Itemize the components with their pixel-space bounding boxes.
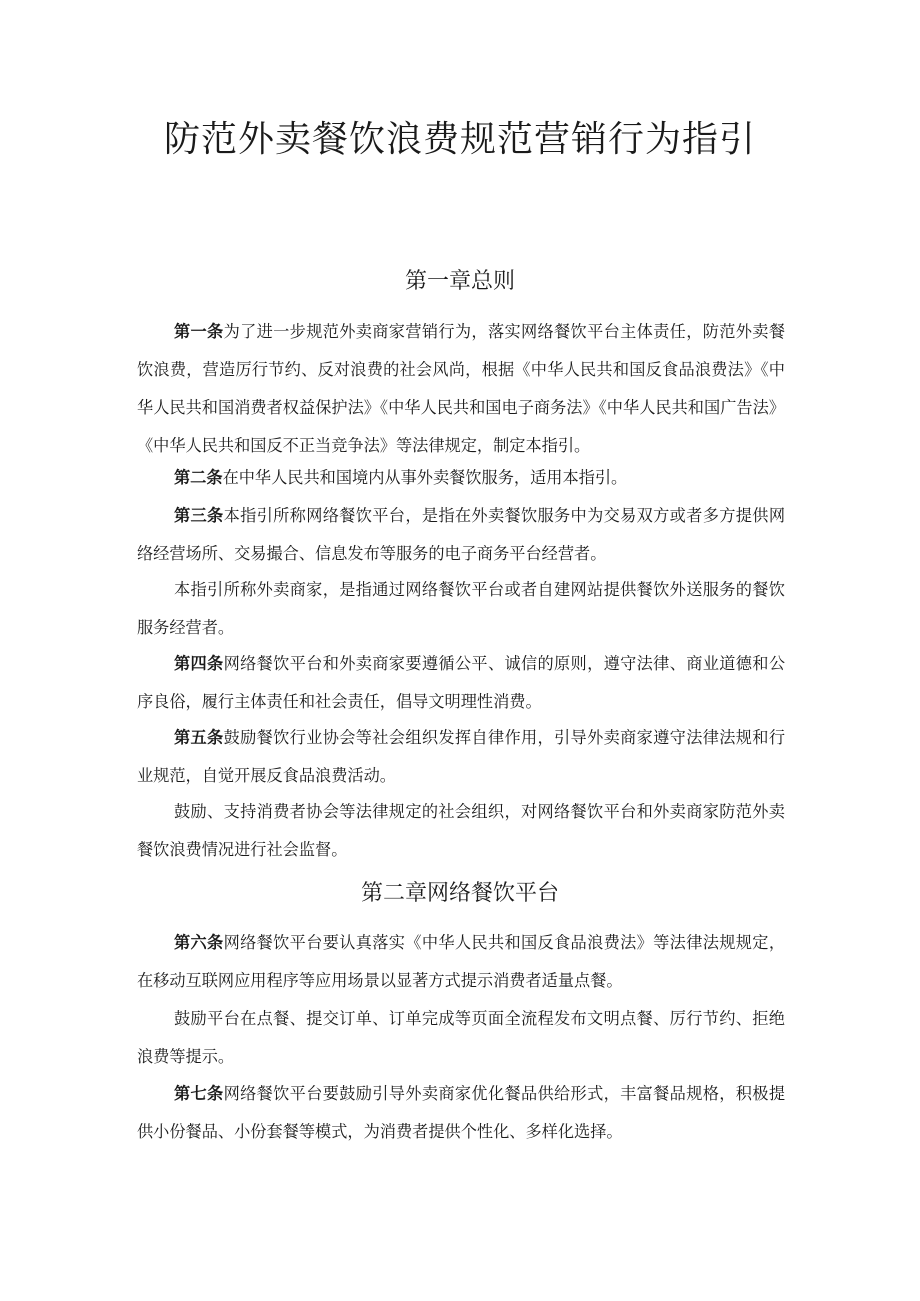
chapter-heading: 第二章网络餐饮平台 (360, 881, 559, 906)
document-title: 防范外卖餐饮浪费规范营销行为指引 (163, 119, 756, 160)
article-paragraph (137, 313, 785, 465)
article-paragraph (137, 497, 785, 573)
article-text: 网络餐饮平台和外卖商家要遵循公平、诚信的原则，遵守法律、商业道德和公序良俗，履行主体责任和社会责任，倡导文明理性消费。 (137, 654, 786, 711)
article-text: 鼓励、支持消费者协会等法律规定的社会组织，对网络餐饮平台和外卖商家防范外卖餐饮浪费情况进行社会监督。 (137, 802, 785, 859)
article-number: 第六条 (174, 933, 224, 952)
article-text: 鼓励平台在点餐、提交订单、订单完成等页面全流程发布文明点餐、厉行节约、拒绝浪费等提示。 (137, 1009, 785, 1066)
article-paragraph (137, 793, 785, 869)
article-text: 本指引所称网络餐饮平台，是指在外卖餐饮服务中为交易双方或者多方提供网络经营场所、交易撮合、信息发布等服务的电子商务平台经营者。 (137, 506, 786, 563)
article-text: 在中华人民共和国境内从事外卖餐饮服务，适用本指引。 (222, 468, 628, 487)
article-text: 网络餐饮平台要鼓励引导外卖商家优化餐品供给形式，丰富餐品规格，积极提供小份餐品、小份套餐等模式，为消费者提供个性化、多样化选择。 (137, 1084, 786, 1141)
article-number: 第七条 (174, 1084, 224, 1103)
article-paragraph (137, 719, 785, 795)
article-text: 鼓励餐饮行业协会等社会组织发挥自律作用，引导外卖商家遵守法律法规和行业规范，自觉开展反食品浪费活动。 (137, 728, 786, 785)
article-number: 第四条 (174, 654, 224, 673)
article-number: 第五条 (174, 728, 224, 747)
article-paragraph (137, 1000, 785, 1076)
article-text: 本指引所称外卖商家，是指通过网络餐饮平台或者自建网站提供餐饮外送服务的餐饮服务经营者。 (137, 580, 785, 637)
article-paragraph (137, 645, 785, 721)
article-number: 第二条 (174, 468, 223, 487)
article-paragraph (137, 459, 785, 497)
article-number: 第一条 (174, 322, 224, 341)
article-text: 网络餐饮平台要认真落实《中华人民共和国反食品浪费法》等法律法规规定，在移动互联网应用程序等应用场景以显著方式提示消费者适量点餐。 (137, 933, 786, 990)
article-paragraph (137, 1075, 785, 1151)
article-paragraph (137, 571, 785, 647)
article-number: 第三条 (174, 506, 224, 525)
chapter-heading: 第一章总则 (404, 269, 515, 294)
article-paragraph (137, 924, 785, 1000)
article-text: 为了进一步规范外卖商家营销行为，落实网络餐饮平台主体责任，防范外卖餐饮浪费，营造厉行节约、反对浪费的社会风尚，根据《中华人民共和国反食品浪费法》《中华人民共和国消费者权益保护法》《中华人民共和国电子商务法》《中华人民共和国广告法》《中华人民共和国反不正当竞争法》等法律规定，制定本指引。 (137, 322, 786, 455)
